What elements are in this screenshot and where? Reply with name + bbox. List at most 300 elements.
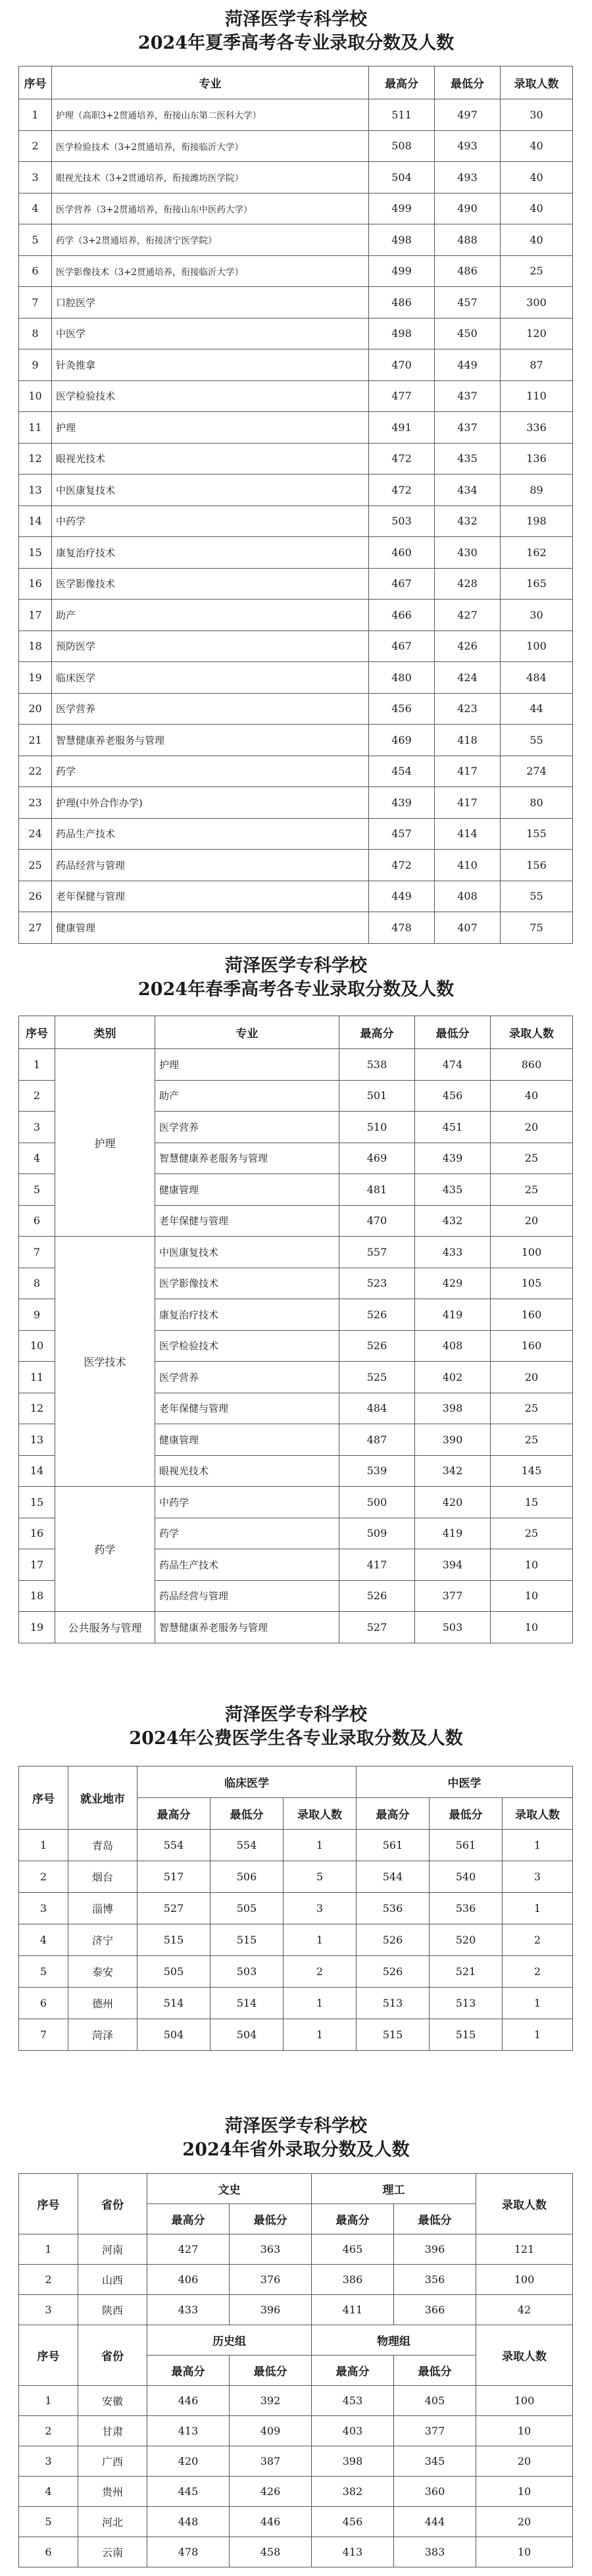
table-cell: 300	[501, 287, 573, 319]
table-cell: 427	[147, 2234, 230, 2265]
table-cell: 474	[415, 1049, 491, 1081]
table-cell: 497	[435, 99, 501, 131]
table-cell: 505	[210, 1893, 284, 1924]
category-cell: 公共服务与管理	[55, 1612, 155, 1643]
group-header-clinical: 临床医学	[137, 1766, 357, 1798]
table-row	[19, 287, 573, 319]
table-row	[19, 537, 573, 569]
table-cell: 511	[369, 99, 435, 131]
table-row	[19, 1612, 573, 1643]
table-cell: 医学检验技术	[155, 1330, 339, 1362]
table-cell: 55	[501, 725, 573, 756]
table-cell: 100	[491, 1237, 573, 1268]
table-cell: 376	[230, 2265, 312, 2295]
table-cell: 487	[339, 1424, 415, 1456]
table-cell: 515	[137, 1924, 210, 1956]
table-cell: 7	[19, 2019, 68, 2051]
table-cell: 515	[430, 2019, 503, 2051]
table-cell: 10	[491, 1580, 573, 1612]
table-row	[19, 2537, 573, 2567]
table-cell: 342	[415, 1455, 491, 1487]
table-cell: 456	[415, 1080, 491, 1112]
table-cell: 526	[357, 1956, 430, 1988]
table-cell: 护理	[52, 412, 369, 444]
table-cell: 557	[339, 1237, 415, 1268]
table-cell: 426	[435, 631, 501, 662]
table-row	[19, 693, 573, 725]
table-cell: 417	[435, 787, 501, 819]
table-cell: 435	[415, 1174, 491, 1206]
table-cell: 446	[147, 2386, 230, 2416]
sub-header: 最低分	[230, 2356, 312, 2386]
table-cell: 25	[501, 255, 573, 287]
table-cell: 20	[476, 2507, 573, 2537]
table-cell: 8	[19, 1268, 55, 1299]
table-cell: 25	[491, 1424, 573, 1456]
table-cell: 4	[19, 1143, 55, 1174]
table-cell: 17	[19, 600, 52, 631]
table-cell: 477	[369, 380, 435, 412]
table-cell: 1	[19, 2386, 78, 2416]
table-cell: 10	[19, 1330, 55, 1362]
table-cell: 484	[339, 1393, 415, 1424]
table-cell: 3	[503, 1861, 573, 1893]
table-cell: 432	[415, 1205, 491, 1237]
table-cell: 87	[501, 349, 573, 381]
table-cell: 417	[339, 1549, 415, 1581]
table-cell: 472	[369, 850, 435, 881]
table-cell: 10	[476, 2477, 573, 2507]
table-row	[19, 2446, 573, 2477]
table-cell: 医学影像技术	[155, 1268, 339, 1299]
summer-title-heading: 2024年夏季高考各专业录取分数及人数	[137, 33, 455, 53]
table-cell: 康复治疗技术	[52, 537, 369, 569]
table-cell: 医学营养	[155, 1362, 339, 1393]
table-cell: 医学营养	[52, 693, 369, 725]
table-cell: 419	[415, 1518, 491, 1549]
table-cell: 544	[357, 1861, 430, 1893]
table-row	[19, 850, 573, 881]
table-cell: 26	[19, 881, 52, 912]
category-cell: 护理	[55, 1049, 155, 1237]
table-row	[19, 1237, 573, 1268]
table-cell: 478	[147, 2537, 230, 2567]
col-header: 类别	[55, 1016, 155, 1049]
table-cell: 437	[435, 412, 501, 444]
col-header-total: 录取人数	[476, 2325, 573, 2386]
table-cell: 5	[19, 1956, 68, 1988]
table-cell: 11	[19, 1362, 55, 1393]
table-cell: 445	[147, 2477, 230, 2507]
table-cell: 467	[369, 568, 435, 600]
table-cell: 491	[369, 412, 435, 444]
table-cell: 中医康复技术	[155, 1237, 339, 1268]
table-cell: 514	[137, 1988, 210, 2019]
table-cell: 165	[501, 568, 573, 600]
table-row	[19, 224, 573, 256]
table-cell: 509	[339, 1518, 415, 1549]
table-cell: 472	[369, 475, 435, 506]
table-cell: 青岛	[68, 1830, 137, 1861]
table-cell: 护理（高职3+2贯通培养，衔接山东第二医科大学）	[52, 99, 369, 131]
table-cell: 405	[394, 2386, 476, 2416]
table-cell: 513	[430, 1988, 503, 2019]
table-cell: 13	[19, 475, 52, 506]
table-cell: 10	[491, 1612, 573, 1643]
table-cell: 439	[415, 1143, 491, 1174]
table-cell: 402	[415, 1362, 491, 1393]
table-cell: 392	[230, 2386, 312, 2416]
table-cell: 417	[435, 756, 501, 787]
summer-table	[18, 66, 573, 944]
table-cell: 山西	[78, 2265, 147, 2295]
table-cell: 40	[501, 130, 573, 162]
table-cell: 433	[147, 2295, 230, 2325]
table-cell: 15	[491, 1487, 573, 1518]
table-cell: 1	[19, 1049, 55, 1081]
table-cell: 9	[19, 1299, 55, 1331]
table-row	[19, 631, 573, 662]
table-cell: 499	[369, 255, 435, 287]
group-header-liberal-arts: 文史	[147, 2174, 312, 2204]
table-cell: 14	[19, 1455, 55, 1487]
table-cell: 13	[19, 1424, 55, 1456]
table-cell: 5	[284, 1861, 357, 1893]
table-row	[19, 2386, 573, 2416]
category-cell: 药学	[55, 1487, 155, 1612]
table-cell: 480	[369, 662, 435, 694]
table-cell: 眼视光技术	[155, 1455, 339, 1487]
table-cell: 493	[435, 130, 501, 162]
table-cell: 2	[19, 1861, 68, 1893]
table-cell: 眼视光技术	[52, 443, 369, 475]
table-cell: 428	[435, 568, 501, 600]
table-cell: 1	[284, 1830, 357, 1861]
table-cell: 药品经营与管理	[52, 850, 369, 881]
table-cell: 486	[369, 287, 435, 319]
table-row	[19, 380, 573, 412]
table-cell: 16	[19, 568, 52, 600]
table-cell: 408	[415, 1330, 491, 1362]
table-cell: 160	[491, 1330, 573, 1362]
table-cell: 377	[394, 2416, 476, 2446]
table-cell: 407	[435, 912, 501, 944]
table-cell: 500	[339, 1487, 415, 1518]
table-cell: 30	[501, 99, 573, 131]
table-cell: 健康管理	[155, 1424, 339, 1456]
table-cell: 356	[394, 2265, 476, 2295]
sub-header: 最低分	[394, 2204, 476, 2234]
table-cell: 19	[19, 1612, 55, 1643]
table-cell: 10	[476, 2416, 573, 2446]
table-cell: 469	[339, 1143, 415, 1174]
table-cell: 7	[19, 287, 52, 319]
table-row	[19, 318, 573, 349]
col-header: 序号	[19, 66, 52, 99]
table-cell: 162	[501, 537, 573, 569]
spring-title-heading: 2024年春季高考各专业录取分数及人数	[137, 979, 455, 1000]
col-header: 录取人数	[501, 66, 573, 99]
table-cell: 老年保健与管理	[155, 1205, 339, 1237]
table-cell: 345	[394, 2446, 476, 2477]
table-cell: 中医学	[52, 318, 369, 349]
table-cell: 20	[491, 1205, 573, 1237]
table-cell: 100	[476, 2386, 573, 2416]
table-cell: 5	[19, 1174, 55, 1206]
table-cell: 561	[430, 1830, 503, 1861]
sub-header: 最高分	[312, 2204, 394, 2234]
table-cell: 398	[312, 2446, 394, 2477]
table-cell: 2	[19, 1080, 55, 1112]
table-row	[19, 600, 573, 631]
table-cell: 510	[339, 1112, 415, 1143]
col-header-no: 序号	[19, 2325, 78, 2386]
table-cell: 419	[415, 1299, 491, 1331]
table-row	[19, 412, 573, 444]
table-cell: 20	[491, 1112, 573, 1143]
table-row	[19, 349, 573, 381]
spring-section	[0, 954, 592, 1002]
table-cell: 甘肃	[78, 2416, 147, 2446]
sub-header: 最低分	[430, 1798, 503, 1830]
table-row	[19, 162, 573, 193]
table-cell: 6	[19, 255, 52, 287]
table-row	[19, 1988, 573, 2019]
table-cell: 中医康复技术	[52, 475, 369, 506]
table-cell: 助产	[52, 600, 369, 631]
table-cell: 20	[19, 693, 52, 725]
table-cell: 413	[312, 2537, 394, 2567]
table-cell: 460	[369, 537, 435, 569]
table-cell: 396	[230, 2295, 312, 2325]
table-cell: 5	[19, 2507, 78, 2537]
table-row	[19, 881, 573, 912]
table-cell: 523	[339, 1268, 415, 1299]
table-cell: 11	[19, 412, 52, 444]
table-cell: 408	[435, 881, 501, 912]
table-cell: 515	[357, 2019, 430, 2051]
table-cell: 口腔医学	[52, 287, 369, 319]
table-cell: 30	[501, 600, 573, 631]
table-cell: 390	[415, 1424, 491, 1456]
table-row	[19, 193, 573, 224]
table-cell: 446	[230, 2507, 312, 2537]
table-cell: 377	[415, 1580, 491, 1612]
table-cell: 智慧健康养老服务与管理	[155, 1612, 339, 1643]
table-row	[19, 475, 573, 506]
table-cell: 贵州	[78, 2477, 147, 2507]
table-cell: 554	[137, 1830, 210, 1861]
sub-header: 最高分	[357, 1798, 430, 1830]
table-cell: 42	[476, 2295, 573, 2325]
table-cell: 中药学	[155, 1487, 339, 1518]
col-header-no: 序号	[19, 2174, 78, 2234]
table-cell: 472	[369, 443, 435, 475]
table-cell: 403	[312, 2416, 394, 2446]
table-cell: 药品生产技术	[52, 818, 369, 850]
table-cell: 363	[230, 2234, 312, 2265]
table-cell: 100	[476, 2265, 573, 2295]
table-cell: 430	[435, 537, 501, 569]
table-row	[19, 2265, 573, 2295]
table-cell: 25	[491, 1143, 573, 1174]
sub-header: 最高分	[312, 2356, 394, 2386]
group-header-science: 理工	[312, 2174, 476, 2204]
table-cell: 488	[435, 224, 501, 256]
table-row	[19, 2234, 573, 2265]
table-cell: 19	[19, 662, 52, 694]
table-cell: 439	[369, 787, 435, 819]
table-cell: 3	[19, 2295, 78, 2325]
summer-title-school: 菏泽医学专科学校	[225, 9, 367, 30]
table-cell: 503	[369, 505, 435, 537]
table-cell: 456	[312, 2507, 394, 2537]
table-cell: 508	[369, 130, 435, 162]
col-header: 序号	[19, 1016, 55, 1049]
spring-table	[18, 1016, 573, 1643]
table-cell: 437	[435, 380, 501, 412]
table-cell: 525	[339, 1362, 415, 1393]
table-cell: 110	[501, 380, 573, 412]
table-cell: 护理(中外合作办学)	[52, 787, 369, 819]
table-cell: 44	[501, 693, 573, 725]
table-cell: 420	[415, 1487, 491, 1518]
table-cell: 16	[19, 1518, 55, 1549]
col-header: 最高分	[369, 66, 435, 99]
table-row	[19, 2477, 573, 2507]
table-cell: 14	[19, 505, 52, 537]
col-header: 专业	[52, 66, 369, 99]
table-cell: 451	[415, 1112, 491, 1143]
table-cell: 中药学	[52, 505, 369, 537]
table-cell: 427	[435, 600, 501, 631]
table-cell: 55	[501, 881, 573, 912]
table-cell: 467	[369, 631, 435, 662]
table-cell: 4	[19, 2477, 78, 2507]
table-cell: 医学检验技术（3+2贯通培养，衔接临沂大学）	[52, 130, 369, 162]
table-cell: 1	[503, 1893, 573, 1924]
publicfunded-title-school: 菏泽医学专科学校	[225, 1705, 367, 1725]
table-cell: 860	[491, 1049, 573, 1081]
table-row	[19, 2295, 573, 2325]
table-cell: 助产	[155, 1080, 339, 1112]
table-cell: 护理	[155, 1049, 339, 1081]
table-row	[19, 725, 573, 756]
sub-header: 最低分	[210, 1798, 284, 1830]
sub-header: 录取人数	[503, 1798, 573, 1830]
table-cell: 486	[435, 255, 501, 287]
table-cell: 7	[19, 1237, 55, 1268]
table-cell: 河北	[78, 2507, 147, 2537]
table-cell: 3	[19, 162, 52, 193]
table-cell: 517	[137, 1861, 210, 1893]
table-cell: 17	[19, 1549, 55, 1581]
table-cell: 20	[476, 2446, 573, 2477]
table-cell: 15	[19, 1487, 55, 1518]
table-cell: 539	[339, 1455, 415, 1487]
table-cell: 457	[435, 287, 501, 319]
table-row	[19, 130, 573, 162]
table-cell: 540	[430, 1861, 503, 1893]
table-cell: 536	[430, 1893, 503, 1924]
table-cell: 89	[501, 475, 573, 506]
table-cell: 527	[339, 1612, 415, 1643]
table-row	[19, 2416, 573, 2446]
group-header-history: 历史组	[147, 2325, 312, 2356]
table-cell: 75	[501, 912, 573, 944]
table-cell: 康复治疗技术	[155, 1299, 339, 1331]
table-cell: 360	[394, 2477, 476, 2507]
table-row	[19, 1956, 573, 1988]
sub-header: 最低分	[230, 2204, 312, 2234]
table-cell: 520	[430, 1924, 503, 1956]
col-header: 录取人数	[491, 1016, 573, 1049]
table-cell: 526	[339, 1580, 415, 1612]
table-cell: 1	[19, 2234, 78, 2265]
table-cell: 25	[491, 1518, 573, 1549]
sub-header: 最高分	[147, 2356, 230, 2386]
sub-header: 最高分	[147, 2204, 230, 2234]
spring-title-school: 菏泽医学专科学校	[225, 956, 367, 976]
table-cell: 466	[369, 600, 435, 631]
table-cell: 药学	[52, 756, 369, 787]
table-cell: 504	[137, 2019, 210, 2051]
outprov-section	[0, 2115, 592, 2162]
table-cell: 418	[435, 725, 501, 756]
table-cell: 3	[19, 1893, 68, 1924]
table-cell: 云南	[78, 2537, 147, 2567]
table-cell: 383	[394, 2537, 476, 2567]
table-cell: 409	[230, 2416, 312, 2446]
table-cell: 450	[435, 318, 501, 349]
table-cell: 490	[435, 193, 501, 224]
table-cell: 25	[491, 1174, 573, 1206]
table-cell: 6	[19, 2537, 78, 2567]
table-cell: 9	[19, 349, 52, 381]
table-cell: 526	[357, 1924, 430, 1956]
table-cell: 121	[476, 2234, 573, 2265]
table-cell: 40	[501, 162, 573, 193]
table-cell: 10	[19, 380, 52, 412]
table-row	[19, 1893, 573, 1924]
table-cell: 458	[230, 2537, 312, 2567]
col-header-city: 就业地市	[68, 1766, 137, 1830]
table-cell: 4	[19, 1924, 68, 1956]
table-cell: 泰安	[68, 1956, 137, 1988]
table-cell: 413	[147, 2416, 230, 2446]
table-cell: 538	[339, 1049, 415, 1081]
table-cell: 2	[503, 1924, 573, 1956]
col-header-total: 录取人数	[476, 2174, 573, 2234]
table-cell: 1	[284, 2019, 357, 2051]
table-row	[19, 662, 573, 694]
table-cell: 414	[435, 818, 501, 850]
table-cell: 18	[19, 631, 52, 662]
table-cell: 498	[369, 318, 435, 349]
table-cell: 1	[503, 1988, 573, 2019]
table-cell: 12	[19, 443, 52, 475]
table-cell: 2	[284, 1956, 357, 1988]
table-cell: 老年保健与管理	[155, 1393, 339, 1424]
table-cell: 484	[501, 662, 573, 694]
table-cell: 382	[312, 2477, 394, 2507]
table-cell: 18	[19, 1580, 55, 1612]
table-cell: 20	[491, 1362, 573, 1393]
table-cell: 429	[415, 1268, 491, 1299]
table-cell: 120	[501, 318, 573, 349]
table-row	[19, 2019, 573, 2051]
table-row	[19, 2507, 573, 2537]
